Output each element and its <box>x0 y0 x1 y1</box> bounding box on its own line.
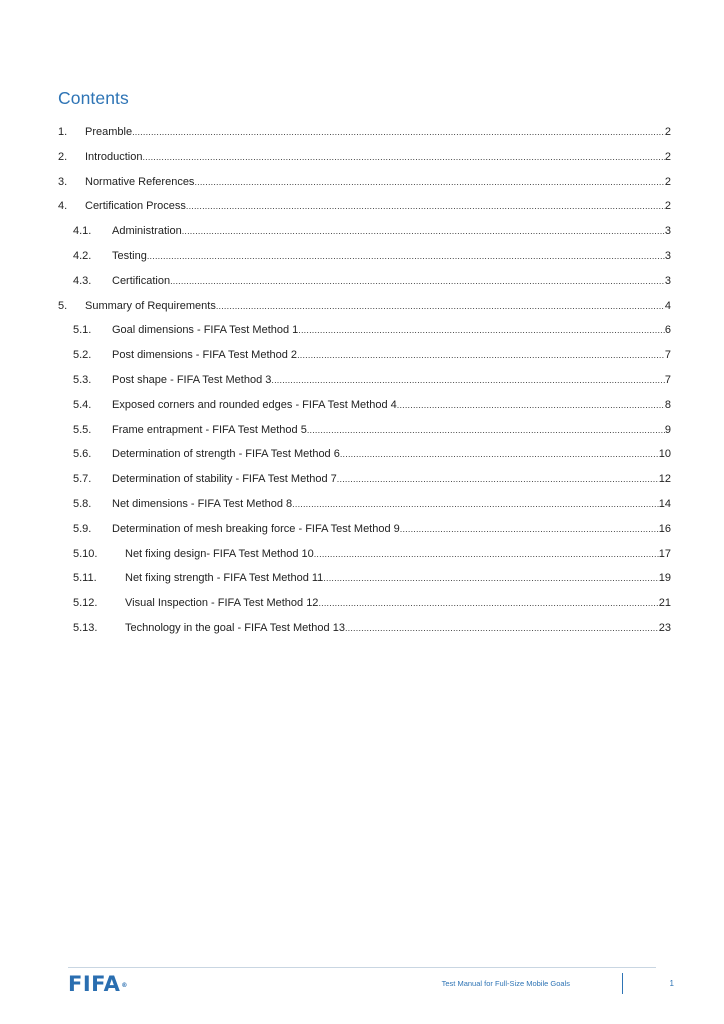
toc-entry-net-fixing-design[interactable] <box>58 548 671 573</box>
toc-entry-title: Frame entrapment - FIFA Test Method 5 <box>112 423 307 436</box>
toc-entry-title: Goal dimensions - FIFA Test Method 1 <box>112 324 299 337</box>
toc-entry-title: Net fixing strength - FIFA Test Method 11 <box>125 572 324 585</box>
toc-dot-leader <box>318 598 658 608</box>
toc-entry-page: 3 <box>664 225 671 238</box>
toc-entry-page: 14 <box>658 497 671 510</box>
toc-entry-page: 10 <box>658 448 671 461</box>
toc-entry-determination-of-stability[interactable] <box>58 473 671 498</box>
toc-entry-title: Summary of Requirements <box>85 299 216 312</box>
toc-entry-page: 23 <box>658 621 671 634</box>
toc-entry-determination-of-strength[interactable] <box>58 448 671 473</box>
toc-entry-page: 7 <box>664 349 671 362</box>
toc-entry-number: 5.4. <box>73 398 92 411</box>
toc-entry-number: 5.6. <box>73 448 92 461</box>
toc-entry-number: 5.11. <box>73 572 97 585</box>
toc-entry-number: 5.3. <box>73 373 92 386</box>
toc-entry-certification-process[interactable] <box>58 200 671 225</box>
toc-entry-title: Exposed corners and rounded edges - FIFA Test Method 4 <box>112 398 397 411</box>
table-of-contents <box>58 126 671 647</box>
toc-entry-title: Administration <box>112 225 182 238</box>
footer-document-title: Test Manual for Full-Size Mobile Goals <box>441 979 570 988</box>
toc-entry-title: Determination of mesh breaking force - FIFA Test Method 9 <box>112 522 400 535</box>
toc-entry-page: 21 <box>658 597 671 610</box>
toc-dot-leader <box>297 350 665 360</box>
toc-entry-normative-references[interactable] <box>58 176 671 201</box>
toc-dot-leader <box>182 226 665 236</box>
toc-entry-page: 3 <box>664 249 671 262</box>
toc-entry-page: 2 <box>664 150 671 163</box>
toc-dot-leader <box>298 325 665 335</box>
toc-entry-page: 2 <box>664 200 671 213</box>
toc-entry-title: Introduction <box>85 150 143 163</box>
toc-entry-page: 19 <box>658 572 671 585</box>
toc-dot-leader <box>397 400 665 410</box>
registered-mark: ® <box>121 982 128 989</box>
footer-page-number: 1 <box>669 979 674 988</box>
toc-dot-leader <box>292 499 659 509</box>
toc-entry-number: 5.9. <box>73 522 92 535</box>
toc-entry-number: 3. <box>58 175 68 188</box>
toc-entry-page: 17 <box>658 547 671 560</box>
toc-entry-page: 9 <box>664 423 671 436</box>
toc-entry-mesh-breaking-force[interactable] <box>58 523 671 548</box>
toc-entry-number: 4.3. <box>73 274 92 287</box>
toc-entry-administration[interactable] <box>58 225 671 250</box>
toc-entry-title: Testing <box>112 249 147 262</box>
toc-entry-number: 5.8. <box>73 497 92 510</box>
toc-dot-leader <box>170 276 665 286</box>
toc-entry-number: 5.10. <box>73 547 98 560</box>
toc-entry-number: 4.2. <box>73 249 92 262</box>
toc-entry-net-fixing-strength[interactable] <box>58 572 671 597</box>
toc-entry-title: Net dimensions - FIFA Test Method 8 <box>112 497 293 510</box>
toc-entry-title: Determination of strength - FIFA Test Method 6 <box>112 448 340 461</box>
toc-entry-page: 3 <box>664 274 671 287</box>
toc-entry-number: 4.1. <box>73 225 92 238</box>
toc-dot-leader <box>337 474 659 484</box>
toc-dot-leader <box>307 425 665 435</box>
toc-dot-leader <box>194 177 664 187</box>
fifa-logo <box>68 972 128 996</box>
toc-entry-number: 5.13. <box>73 621 98 634</box>
toc-entry-page: 2 <box>664 126 671 138</box>
footer-divider <box>68 967 656 968</box>
toc-entry-title: Determination of stability - FIFA Test Method 7 <box>112 473 337 486</box>
toc-dot-leader <box>345 623 659 633</box>
toc-dot-leader <box>147 251 665 261</box>
toc-dot-leader <box>323 573 658 583</box>
toc-entry-title: Post shape - FIFA Test Method 3 <box>112 373 272 386</box>
toc-entry-page: 7 <box>664 373 671 386</box>
toc-entry-page: 16 <box>658 522 671 535</box>
toc-entry-visual-inspection[interactable] <box>58 597 671 622</box>
toc-entry-title: Post dimensions - FIFA Test Method 2 <box>112 349 298 362</box>
toc-entry-page: 6 <box>664 324 671 337</box>
toc-entry-title: Net fixing design- FIFA Test Method 10 <box>125 547 314 560</box>
toc-entry-number: 1. <box>58 126 68 138</box>
toc-entry-certification[interactable] <box>58 275 671 300</box>
toc-entry-net-dimensions[interactable] <box>58 498 671 523</box>
toc-entry-title: Technology in the goal - FIFA Test Method 13 <box>125 621 345 634</box>
toc-entry-title: Normative References <box>85 175 195 188</box>
toc-dot-leader <box>271 375 664 385</box>
toc-entry-introduction[interactable] <box>58 151 671 176</box>
toc-entry-number: 5. <box>58 299 68 312</box>
toc-entry-summary-of-requirements[interactable] <box>58 300 671 325</box>
toc-dot-leader <box>142 152 664 162</box>
toc-entry-page: 8 <box>664 398 671 411</box>
toc-dot-leader <box>132 127 665 137</box>
toc-entry-number: 2. <box>58 150 68 163</box>
toc-entry-title: Visual Inspection - FIFA Test Method 12 <box>125 597 319 610</box>
toc-entry-title: Certification <box>112 274 171 287</box>
toc-entry-post-dimensions[interactable] <box>58 349 671 374</box>
footer-separator <box>622 973 623 994</box>
toc-dot-leader <box>340 449 659 459</box>
toc-entry-number: 5.2. <box>73 349 92 362</box>
fifa-logo-text: FIFA <box>68 972 121 996</box>
toc-entry-goal-dimensions[interactable] <box>58 324 671 349</box>
toc-entry-number: 5.5. <box>73 423 92 436</box>
toc-dot-leader <box>216 301 665 311</box>
toc-entry-post-shape[interactable] <box>58 374 671 399</box>
toc-entry-exposed-corners[interactable] <box>58 399 671 424</box>
toc-entry-number: 5.7. <box>73 473 92 486</box>
toc-dot-leader <box>186 201 665 211</box>
toc-entry-number: 5.1. <box>73 324 92 337</box>
toc-entry-testing[interactable] <box>58 250 671 275</box>
toc-dot-leader <box>400 524 659 534</box>
contents-heading: Contents <box>58 88 129 108</box>
toc-entry-preamble[interactable] <box>58 126 671 151</box>
toc-entry-title: Certification Process <box>85 200 186 213</box>
toc-entry-number: 5.12. <box>73 597 98 610</box>
toc-entry-frame-entrapment[interactable] <box>58 424 671 449</box>
toc-entry-number: 4. <box>58 200 68 213</box>
toc-entry-page: 4 <box>664 299 671 312</box>
toc-entry-page: 12 <box>658 473 671 486</box>
toc-dot-leader <box>314 549 659 559</box>
toc-entry-title: Preamble <box>85 126 133 138</box>
toc-entry-page: 2 <box>664 175 671 188</box>
toc-entry-technology-in-the-goal[interactable] <box>58 622 671 647</box>
